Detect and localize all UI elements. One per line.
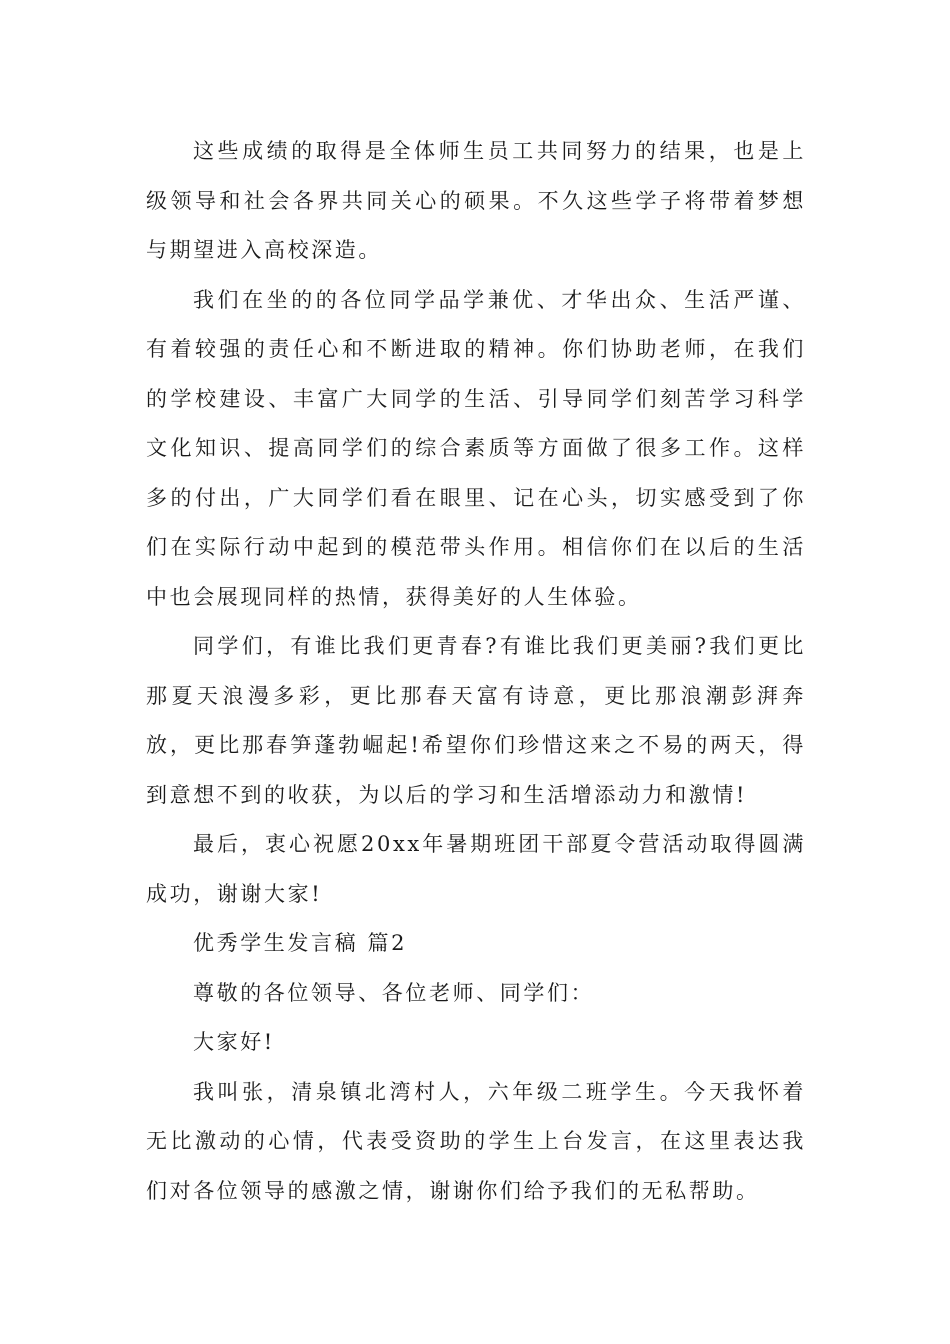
paragraph: 同学们，有谁比我们更青春?有谁比我们更美丽?我们更比那夏天浪漫多彩，更比那春天富有诗意，更比那浪潮彭湃奔放，更比那春笋蓬勃崛起!希望你们珍惜这来之不易的两天，得到意想不到的收获，为以后的学习和生活增添动力和激情! bbox=[146, 634, 806, 807]
section-heading: 优秀学生发言稿 篇2 bbox=[193, 931, 408, 955]
paragraph: 我叫张，清泉镇北湾村人，六年级二班学生。今天我怀着无比激动的心情，代表受资助的学生上台发言，在这里表达我们对各位领导的感激之情，谢谢你们给予我们的无私帮助。 bbox=[146, 1079, 806, 1203]
paragraph: 我们在坐的的各位同学品学兼优、才华出众、生活严谨、有着较强的责任心和不断进取的精神。你们协助老师，在我们的学校建设、丰富广大同学的生活、引导同学们刻苦学习科学文化知识、提高同学们的综合素质等方面做了很多工作。这样多的付出，广大同学们看在眼里、记在心头，切实感受到了你们在实际行动中起到的模范带头作用。相信你们在以后的生活中也会展现同样的热情，获得美好的人生体验。 bbox=[146, 287, 806, 609]
salutation: 尊敬的各位领导、各位老师、同学们： bbox=[193, 980, 595, 1005]
greeting: 大家好! bbox=[193, 1030, 275, 1054]
paragraph: 最后，衷心祝愿20xx年暑期班团干部夏令营活动取得圆满成功，谢谢大家! bbox=[146, 832, 806, 906]
document-page bbox=[146, 127, 806, 1216]
paragraph: 这些成绩的取得是全体师生员工共同努力的结果，也是上级领导和社会各界共同关心的硕果。不久这些学子将带着梦想与期望进入高校深造。 bbox=[146, 139, 806, 262]
